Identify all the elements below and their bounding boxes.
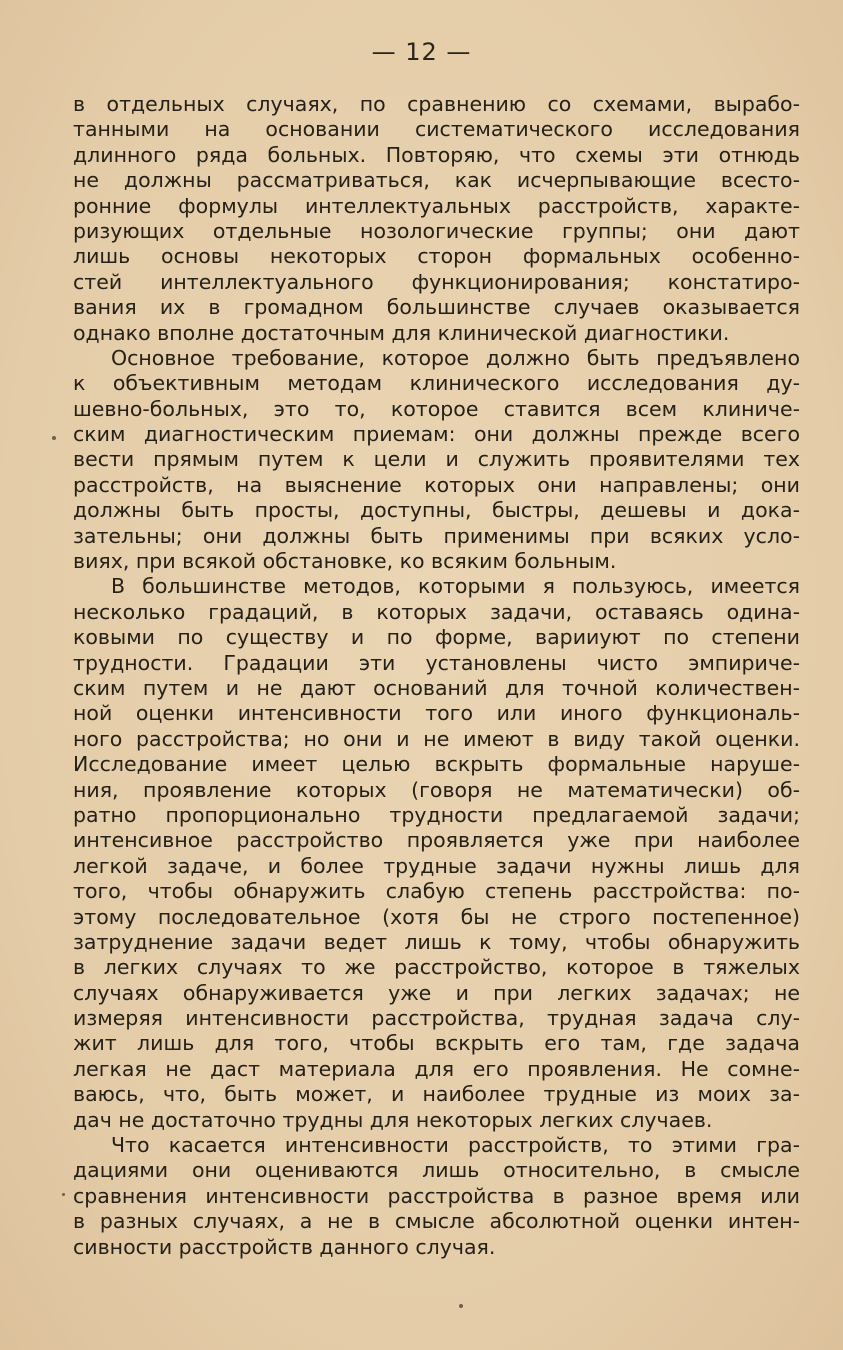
text-line: зательны; они должны быть применимы при всяких усло- bbox=[73, 523, 800, 548]
text-line: измеряя интенсивности расстройства, трудная задача слу- bbox=[73, 1006, 800, 1031]
text-line: ной оценки интенсивности того или иного функциональ- bbox=[73, 701, 800, 726]
text-line: ваюсь, что, быть может, и наиболее трудные из моих за- bbox=[73, 1082, 800, 1107]
text-line: шевно-больных, это то, которое ставится всем клиниче- bbox=[73, 396, 800, 421]
text-line: однако вполне достаточным для клинической диагностики. bbox=[73, 320, 730, 345]
text-line: дациями они оцениваются лишь относительно, в смысле bbox=[73, 1158, 800, 1183]
text-line: в легких случаях то же расстройство, которое в тяжелых bbox=[73, 955, 800, 980]
text-line: ронние формулы интеллектуальных расстройств, характе- bbox=[73, 193, 800, 218]
text-line: Основное требование, которое должно быть предъявлено bbox=[111, 345, 800, 370]
text-line: дач не достаточно трудны для некоторых легких случаев. bbox=[73, 1107, 713, 1132]
paper-speck bbox=[459, 1304, 463, 1308]
page-number: — 12 — bbox=[371, 38, 472, 66]
text-line: виях, при всякой обстановке, ко всяким больным. bbox=[73, 549, 617, 574]
text-line: этому последовательное (хотя бы не строго постепенное) bbox=[73, 904, 800, 929]
text-line: интенсивное расстройство проявляется уже при наиболее bbox=[73, 828, 800, 853]
paper-speck bbox=[62, 1193, 65, 1196]
paper-speck bbox=[52, 436, 56, 440]
text-line: ратно пропорционально трудности предлагаемой задачи; bbox=[73, 802, 800, 827]
text-line: легкой задаче, и более трудные задачи нужны лишь для bbox=[73, 853, 800, 878]
text-line: Исследование имеет целью вскрыть формальные наруше- bbox=[73, 752, 800, 777]
text-line: ковыми по существу и по форме, варииуют по степени bbox=[73, 625, 800, 650]
text-line: к объективным методам клинического исследования ду- bbox=[73, 371, 800, 396]
text-line: жит лишь для того, чтобы вскрыть его там, где задача bbox=[73, 1031, 800, 1056]
text-line: вания их в громадном большинстве случаев оказывается bbox=[73, 295, 800, 320]
text-line: затруднение задачи ведет лишь к тому, чтобы обнаружить bbox=[73, 929, 800, 954]
text-line: ским диагностическим приемам: они должны прежде всего bbox=[73, 422, 800, 447]
text-line: в отдельных случаях, по сравнению со схемами, вырабо- bbox=[73, 92, 800, 116]
text-line: сравнения интенсивности расстройства в разное время или bbox=[73, 1183, 800, 1208]
text-line: ризующих отдельные нозологические группы; они дают bbox=[73, 218, 800, 243]
text-line: не должны рассматриваться, как исчерпывающие всесто- bbox=[73, 168, 800, 193]
text-line: должны быть просты, доступны, быстры, дешевы и дока- bbox=[73, 498, 800, 523]
text-line: ским путем и не дают оснований для точной количествен- bbox=[73, 675, 800, 700]
text-line: расстройств, на выяснение которых они направлены; они bbox=[73, 472, 800, 497]
text-line: в разных случаях, а не в смысле абсолютной оценки интен- bbox=[73, 1209, 800, 1234]
text-line: вести прямым путем к цели и служить проявителями тех bbox=[73, 447, 800, 472]
text-line: того, чтобы обнаружить слабую степень расстройства: по- bbox=[73, 879, 800, 904]
text-line: длинного ряда больных. Повторяю, что схемы эти отнюдь bbox=[73, 142, 800, 167]
text-line: стей интеллектуального функционирования; констатиро- bbox=[73, 269, 800, 294]
text-line: ного расстройства; но они и не имеют в виду такой оценки. bbox=[73, 726, 800, 751]
text-line: несколько градаций, в которых задачи, оставаясь одина- bbox=[73, 599, 800, 624]
text-line: В большинстве методов, которыми я пользуюсь, имеется bbox=[111, 574, 800, 599]
text-line: лишь основы некоторых сторон формальных особенно- bbox=[73, 244, 800, 269]
text-line: легкая не даст материала для его проявления. Не сомне- bbox=[73, 1056, 800, 1081]
text-line: Что касается интенсивности расстройств, то этими гра- bbox=[111, 1133, 800, 1158]
text-line: ния, проявление которых (говоря не математически) об- bbox=[73, 777, 800, 802]
text-line: танными на основании систематического исследования bbox=[73, 117, 800, 142]
text-line: трудности. Градации эти установлены чисто эмпириче- bbox=[73, 650, 800, 675]
text-line: случаях обнаруживается уже и при легких задачах; не bbox=[73, 980, 800, 1005]
body-text bbox=[73, 92, 800, 1260]
text-line: сивности расстройств данного случая. bbox=[73, 1234, 496, 1259]
